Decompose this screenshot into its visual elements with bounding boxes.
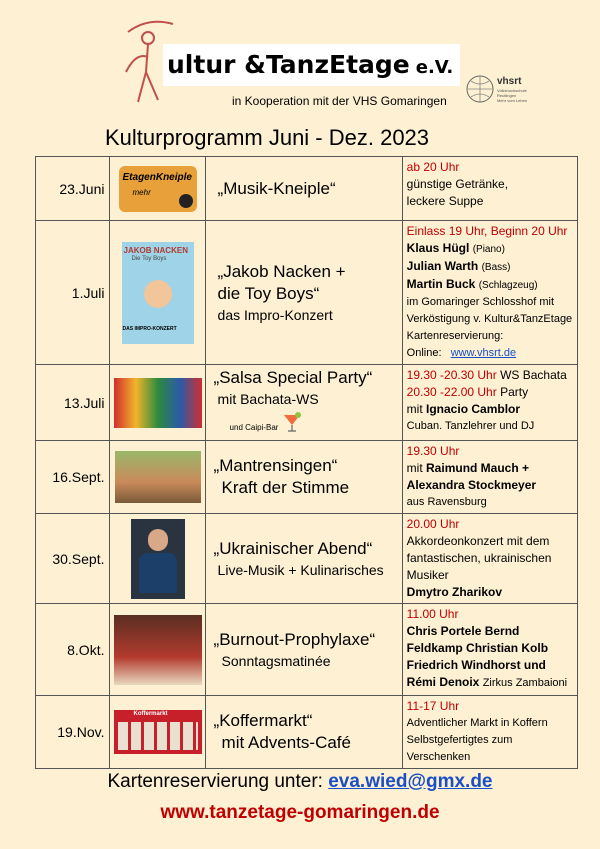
info-line: günstige Getränke, — [406, 177, 509, 191]
event-title: „Salsa Special Party“ — [213, 367, 373, 387]
vhs-globe-icon — [465, 74, 495, 104]
event-title-line1: „Jakob Nacken + — [217, 261, 346, 281]
caipi-bar-label: und Caipi-Bar — [229, 422, 279, 432]
event-time: 19.30 -20.30 Uhr — [406, 368, 497, 382]
circus-group-image — [114, 615, 202, 685]
event-date: 1.Juli — [36, 221, 110, 365]
event-time: 11.00 Uhr — [406, 607, 459, 621]
info-line: im Gomaringer Schlosshof mit — [406, 296, 554, 308]
cocktail-icon — [281, 411, 303, 433]
kneiple-image — [119, 166, 197, 212]
info-line: Kartenreservierung: — [406, 330, 504, 342]
info-line: Party — [500, 385, 529, 399]
event-date: 8.Okt. — [36, 604, 110, 696]
kneiple-image-text: EtagenKneiple — [122, 171, 192, 183]
program-title: Kulturprogramm Juni - Dez. 2023 — [105, 125, 430, 150]
reservation-label: Kartenreservierung unter: — [107, 771, 323, 792]
website-link[interactable]: www.tanzetage-gomaringen.de — [160, 802, 440, 823]
event-subtitle: das Impro-Konzert — [217, 306, 333, 323]
performer-name: Klaus Hügl — [406, 241, 470, 255]
email-link[interactable]: eva.wied@gmx.de — [328, 771, 493, 792]
event-time: Einlass 19 Uhr, Beginn 20 Uhr — [406, 224, 568, 238]
performer-name: Chris Portele Bernd — [406, 624, 520, 638]
info-line: leckere Suppe — [406, 194, 484, 208]
salsa-painting-image — [114, 378, 202, 428]
event-extra — [214, 417, 402, 439]
info-line: mit — [406, 402, 423, 416]
table-row — [36, 604, 578, 696]
logo-title — [163, 44, 460, 86]
event-info — [402, 514, 577, 604]
event-cell — [205, 221, 402, 365]
koffermarkt-image-text: Koffermarkt — [133, 711, 168, 717]
performer-role: Zirkus Zambaioni — [482, 677, 568, 689]
performer-name: Friedrich Windhorst und — [406, 658, 546, 672]
event-subtitle: mit Advents-Café — [221, 733, 351, 752]
vhs-line2: Reutlingen — [497, 93, 517, 98]
info-line: fantastischen, ukrainischen — [406, 551, 552, 565]
info-line: mit — [406, 461, 423, 475]
vhs-logo-name: vhsrt — [497, 76, 522, 87]
event-info — [402, 696, 577, 769]
info-line: WS Bachata — [500, 368, 567, 382]
info-line: aus Ravensburg — [406, 496, 487, 508]
table-row — [36, 157, 578, 221]
info-line: Online: — [406, 347, 442, 359]
event-image — [110, 441, 205, 514]
event-time: 19.30 Uhr — [406, 444, 460, 458]
event-cell — [205, 157, 402, 221]
table-row — [36, 221, 578, 365]
event-image — [110, 696, 205, 769]
event-title-line2: die Toy Boys“ — [217, 283, 320, 303]
info-line: Adventlicher Markt in Koffern — [406, 717, 548, 729]
jakob-nacken-poster — [122, 242, 194, 344]
event-subtitle: mit Bachata-WS — [217, 390, 319, 407]
cooperation-note: in Kooperation mit der VHS Gomaringen — [232, 94, 447, 108]
event-date: 23.Juni — [36, 157, 110, 221]
event-image — [110, 604, 205, 696]
poster-footer: DAS IMPRO-KONZERT — [122, 325, 177, 332]
info-line: Selbstgefertigtes zum — [406, 734, 513, 746]
event-image — [110, 365, 205, 441]
event-info — [402, 604, 577, 696]
event-subtitle: Sonntagsmatinée — [221, 652, 331, 669]
header — [0, 0, 600, 120]
program-table — [35, 156, 578, 769]
event-date: 16.Sept. — [36, 441, 110, 514]
event-subtitle: Kraft der Stimme — [221, 478, 350, 497]
event-image — [110, 221, 205, 365]
performer-name: Feldkamp Christian Kolb — [406, 641, 549, 655]
info-line: Akkordeonkonzert mit dem — [406, 534, 550, 548]
event-date: 30.Sept. — [36, 514, 110, 604]
event-cell — [205, 441, 402, 514]
table-row — [36, 696, 578, 769]
event-info — [402, 157, 577, 221]
event-date: 13.Juli — [36, 365, 110, 441]
event-cell — [205, 604, 402, 696]
event-cell — [205, 514, 402, 604]
poster-title: JAKOB NACKEN — [123, 245, 188, 255]
event-time: 11-17 Uhr — [406, 699, 460, 713]
reservation-footer — [0, 771, 600, 793]
table-row — [36, 365, 578, 441]
event-time: ab 20 Uhr — [406, 160, 460, 174]
musician-portrait-image — [131, 519, 185, 599]
logo-title-text: ultur &TanzEtage — [167, 50, 410, 79]
performer-role: (Bass) — [481, 262, 511, 273]
koffermarkt-image — [114, 710, 202, 754]
performer-role: (Piano) — [472, 244, 505, 255]
kneiple-image-text2: mehr — [132, 187, 151, 197]
performer-name: Martin Buck — [406, 277, 476, 291]
event-info — [402, 221, 577, 365]
logo-ev: e.V. — [415, 57, 454, 78]
vhsrt-link[interactable]: www.vhsrt.de — [450, 347, 517, 359]
performer-name: Dmytro Zharikov — [406, 585, 503, 599]
event-cell — [205, 365, 402, 441]
info-line: Musiker — [406, 568, 449, 582]
table-row — [36, 514, 578, 604]
performer-role: (Schlagzeug) — [478, 280, 538, 291]
event-title: „Mantrensingen“ — [213, 456, 338, 475]
vhs-line3: Mehr vom Leben — [497, 98, 528, 103]
performer-name: Ignacio Camblor — [426, 402, 521, 416]
info-line: Verschenken — [406, 751, 471, 763]
event-image — [110, 157, 205, 221]
vhs-logo — [465, 74, 527, 106]
event-image — [110, 514, 205, 604]
vhs-line1: Volkshochschule — [497, 88, 527, 93]
event-time: 20.30 -22.00 Uhr — [406, 385, 497, 399]
performer-name: Rémi Denoix — [406, 675, 480, 689]
poster-sub: Die Toy Boys — [131, 255, 167, 262]
event-title: „Koffermarkt“ — [213, 711, 313, 730]
event-title: „Ukrainischer Abend“ — [213, 538, 373, 558]
info-line: Cuban. Tanzlehrer und DJ — [406, 420, 535, 432]
info-line: Verköstigung v. Kultur&TanzEtage — [406, 313, 573, 325]
performer-name: Alexandra Stockmeyer — [406, 478, 537, 492]
table-row — [36, 441, 578, 514]
performer-name: Raimund Mauch + — [426, 461, 530, 475]
event-subtitle: Live-Musik + Kulinarisches — [217, 561, 384, 578]
event-time: 20.00 Uhr — [406, 517, 460, 531]
event-title: „Musik-Kneiple“ — [217, 178, 336, 198]
event-cell — [205, 696, 402, 769]
performer-name: Julian Warth — [406, 259, 479, 273]
event-info — [402, 441, 577, 514]
mantren-group-image — [115, 451, 201, 503]
event-title: „Burnout-Prophylaxe“ — [213, 629, 376, 649]
event-info — [402, 365, 577, 441]
event-date: 19.Nov. — [36, 696, 110, 769]
vhs-logo-subtitle — [497, 88, 527, 103]
